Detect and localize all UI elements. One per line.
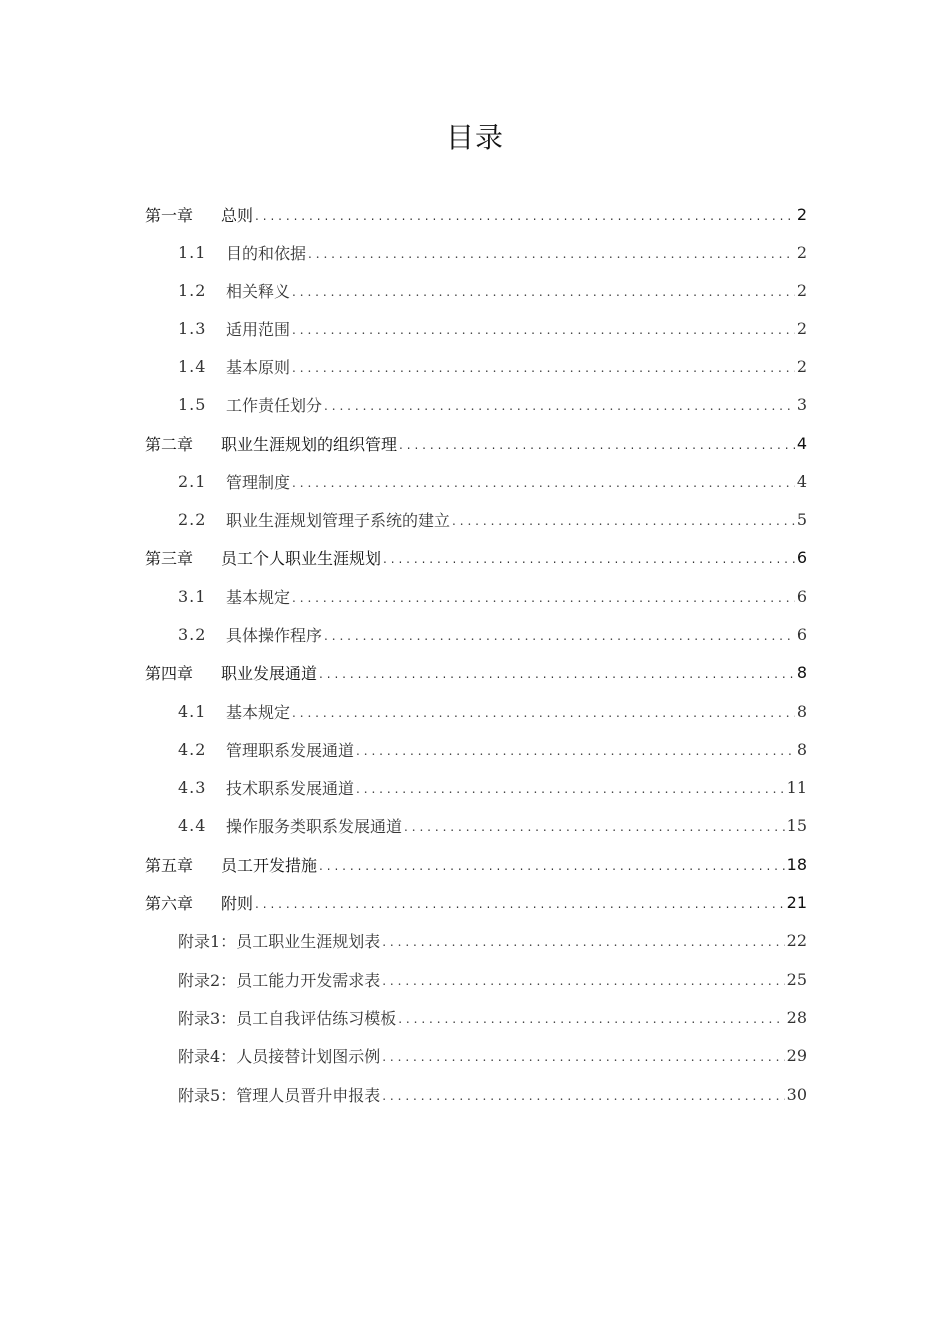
toc-entry[interactable] xyxy=(145,653,807,691)
toc-entry-label: 员工开发措施 xyxy=(221,855,318,875)
dot-leader xyxy=(383,546,795,568)
toc-entry-number: 1.3 xyxy=(178,318,207,338)
toc-entry-page: 25 xyxy=(786,969,807,989)
toc-entry-label: 工作责任划分 xyxy=(226,395,323,415)
toc-entry[interactable] xyxy=(178,385,807,423)
dot-leader xyxy=(292,470,795,492)
toc-entry[interactable] xyxy=(178,921,807,959)
toc-entry-number: 附录5： xyxy=(178,1085,237,1105)
toc-entry[interactable] xyxy=(178,271,807,309)
toc-entry[interactable] xyxy=(178,768,807,806)
toc-entry-number: 2.1 xyxy=(178,471,207,491)
dot-leader xyxy=(404,814,785,836)
toc-entry-number: 1.4 xyxy=(178,356,207,376)
toc-entry-page: 2 xyxy=(796,356,807,376)
dot-leader xyxy=(255,891,785,913)
toc-entry-number: 1.5 xyxy=(178,394,207,414)
toc-entry-label: 管理人员晋升申报表 xyxy=(236,1085,381,1105)
toc-entry-label: 基本规定 xyxy=(226,702,291,722)
toc-entry-page: 8 xyxy=(796,701,807,721)
toc-entry-number: 第三章 xyxy=(145,548,194,568)
toc-entry-page: 2 xyxy=(796,280,807,300)
dot-leader xyxy=(382,968,784,990)
toc-entry-page: 29 xyxy=(786,1045,807,1065)
toc-entry-label: 具体操作程序 xyxy=(226,625,323,645)
toc-entry-label: 员工个人职业生涯规划 xyxy=(221,548,382,568)
toc-entry-number: 4.4 xyxy=(178,815,207,835)
toc-entry[interactable] xyxy=(145,195,807,233)
toc-entry-number: 第四章 xyxy=(145,663,194,683)
toc-entry-page: 2 xyxy=(796,318,807,338)
toc-entry[interactable] xyxy=(178,692,807,730)
toc-entry-label: 员工职业生涯规划表 xyxy=(236,931,381,951)
dot-leader xyxy=(292,700,795,722)
toc-entry-page: 2 xyxy=(796,204,807,224)
toc-entry[interactable] xyxy=(178,960,807,998)
toc-entry-number: 3.2 xyxy=(178,624,207,644)
dot-leader xyxy=(292,355,795,377)
toc-entry-page: 15 xyxy=(786,815,807,835)
toc-entry-label: 人员接替计划图示例 xyxy=(236,1046,381,1066)
toc-entry-page: 30 xyxy=(786,1084,807,1104)
toc-entry-number: 3.1 xyxy=(178,586,207,606)
toc-entry-label: 目的和依据 xyxy=(226,243,307,263)
toc-entry[interactable] xyxy=(145,424,807,462)
toc-entry-label: 基本原则 xyxy=(226,357,291,377)
toc-entry[interactable] xyxy=(178,1075,807,1113)
toc-entry-number: 附录3： xyxy=(178,1008,237,1028)
dot-leader xyxy=(356,776,785,798)
dot-leader xyxy=(255,203,795,225)
dot-leader xyxy=(382,929,784,951)
dot-leader xyxy=(356,738,795,760)
toc-entry-number: 2.2 xyxy=(178,509,207,529)
toc-entry-number: 4.2 xyxy=(178,739,207,759)
toc-entry[interactable] xyxy=(145,538,807,576)
toc-entry-page: 3 xyxy=(796,394,807,414)
toc-entry-label: 适用范围 xyxy=(226,319,291,339)
toc-entry-page: 11 xyxy=(786,777,807,797)
toc-entry-label: 职业生涯规划管理子系统的建立 xyxy=(226,510,451,530)
dot-leader xyxy=(324,623,795,645)
toc-entry-label: 管理制度 xyxy=(226,472,291,492)
toc-entry[interactable] xyxy=(178,615,807,653)
toc-entry-number: 第二章 xyxy=(145,434,194,454)
toc-entry[interactable] xyxy=(178,730,807,768)
toc-entry[interactable] xyxy=(178,1036,807,1074)
toc-entry-number: 第六章 xyxy=(145,893,194,913)
dot-leader xyxy=(382,1083,784,1105)
dot-leader xyxy=(399,432,795,454)
dot-leader xyxy=(292,279,795,301)
toc-entry-number: 附录1： xyxy=(178,931,237,951)
dot-leader xyxy=(292,585,795,607)
toc-entry[interactable] xyxy=(178,309,807,347)
toc-entry-number: 1.1 xyxy=(178,242,207,262)
toc-entry-page: 28 xyxy=(786,1007,807,1027)
toc-entry-number: 第五章 xyxy=(145,855,194,875)
toc-entry-label: 职业发展通道 xyxy=(221,663,318,683)
toc-entry-label: 员工能力开发需求表 xyxy=(236,970,381,990)
toc-entry-number: 1.2 xyxy=(178,280,207,300)
toc-entry-label: 相关释义 xyxy=(226,281,291,301)
toc-entry[interactable] xyxy=(178,577,807,615)
toc-entry[interactable] xyxy=(178,998,807,1036)
toc-entry-page: 8 xyxy=(796,739,807,759)
toc-entry-page: 6 xyxy=(796,624,807,644)
toc-entry-number: 4.1 xyxy=(178,701,207,721)
toc-entry[interactable] xyxy=(178,500,807,538)
toc-entry-page: 4 xyxy=(796,471,807,491)
dot-leader xyxy=(319,661,795,683)
toc-entry[interactable] xyxy=(178,806,807,844)
toc-entry-label: 技术职系发展通道 xyxy=(226,778,355,798)
toc-entry-number: 附录2： xyxy=(178,970,237,990)
toc-entry-label: 操作服务类职系发展通道 xyxy=(226,816,403,836)
toc-entry[interactable] xyxy=(145,883,807,921)
dot-leader xyxy=(452,508,795,530)
toc-entry-page: 18 xyxy=(786,854,807,874)
toc-entry-label: 基本规定 xyxy=(226,587,291,607)
toc-entry-page: 5 xyxy=(796,509,807,529)
toc-entry-number: 附录4： xyxy=(178,1046,237,1066)
dot-leader xyxy=(398,1006,784,1028)
toc-entry-page: 4 xyxy=(796,433,807,453)
toc-entry-number: 第一章 xyxy=(145,205,194,225)
toc-entry[interactable] xyxy=(178,347,807,385)
dot-leader xyxy=(308,241,795,263)
dot-leader xyxy=(382,1044,784,1066)
toc-entry-page: 22 xyxy=(786,930,807,950)
dot-leader xyxy=(319,853,785,875)
toc-entry-label: 员工自我评估练习模板 xyxy=(236,1008,397,1028)
toc-entry-label: 职业生涯规划的组织管理 xyxy=(221,434,398,454)
toc-entry[interactable] xyxy=(178,462,807,500)
toc-entry-label: 总则 xyxy=(221,205,254,225)
toc-entry-page: 6 xyxy=(796,586,807,606)
dot-leader xyxy=(324,393,795,415)
toc-entry-page: 6 xyxy=(796,547,807,567)
toc-entry[interactable] xyxy=(178,233,807,271)
page-title: 目录 xyxy=(445,121,504,154)
toc-entry-page: 8 xyxy=(796,662,807,682)
toc-entry-page: 2 xyxy=(796,242,807,262)
toc-entry-number: 4.3 xyxy=(178,777,207,797)
toc-entry[interactable] xyxy=(145,845,807,883)
toc-entry-label: 管理职系发展通道 xyxy=(226,740,355,760)
toc-entry-label: 附则 xyxy=(221,893,254,913)
dot-leader xyxy=(292,317,795,339)
toc-entry-page: 21 xyxy=(786,892,807,912)
